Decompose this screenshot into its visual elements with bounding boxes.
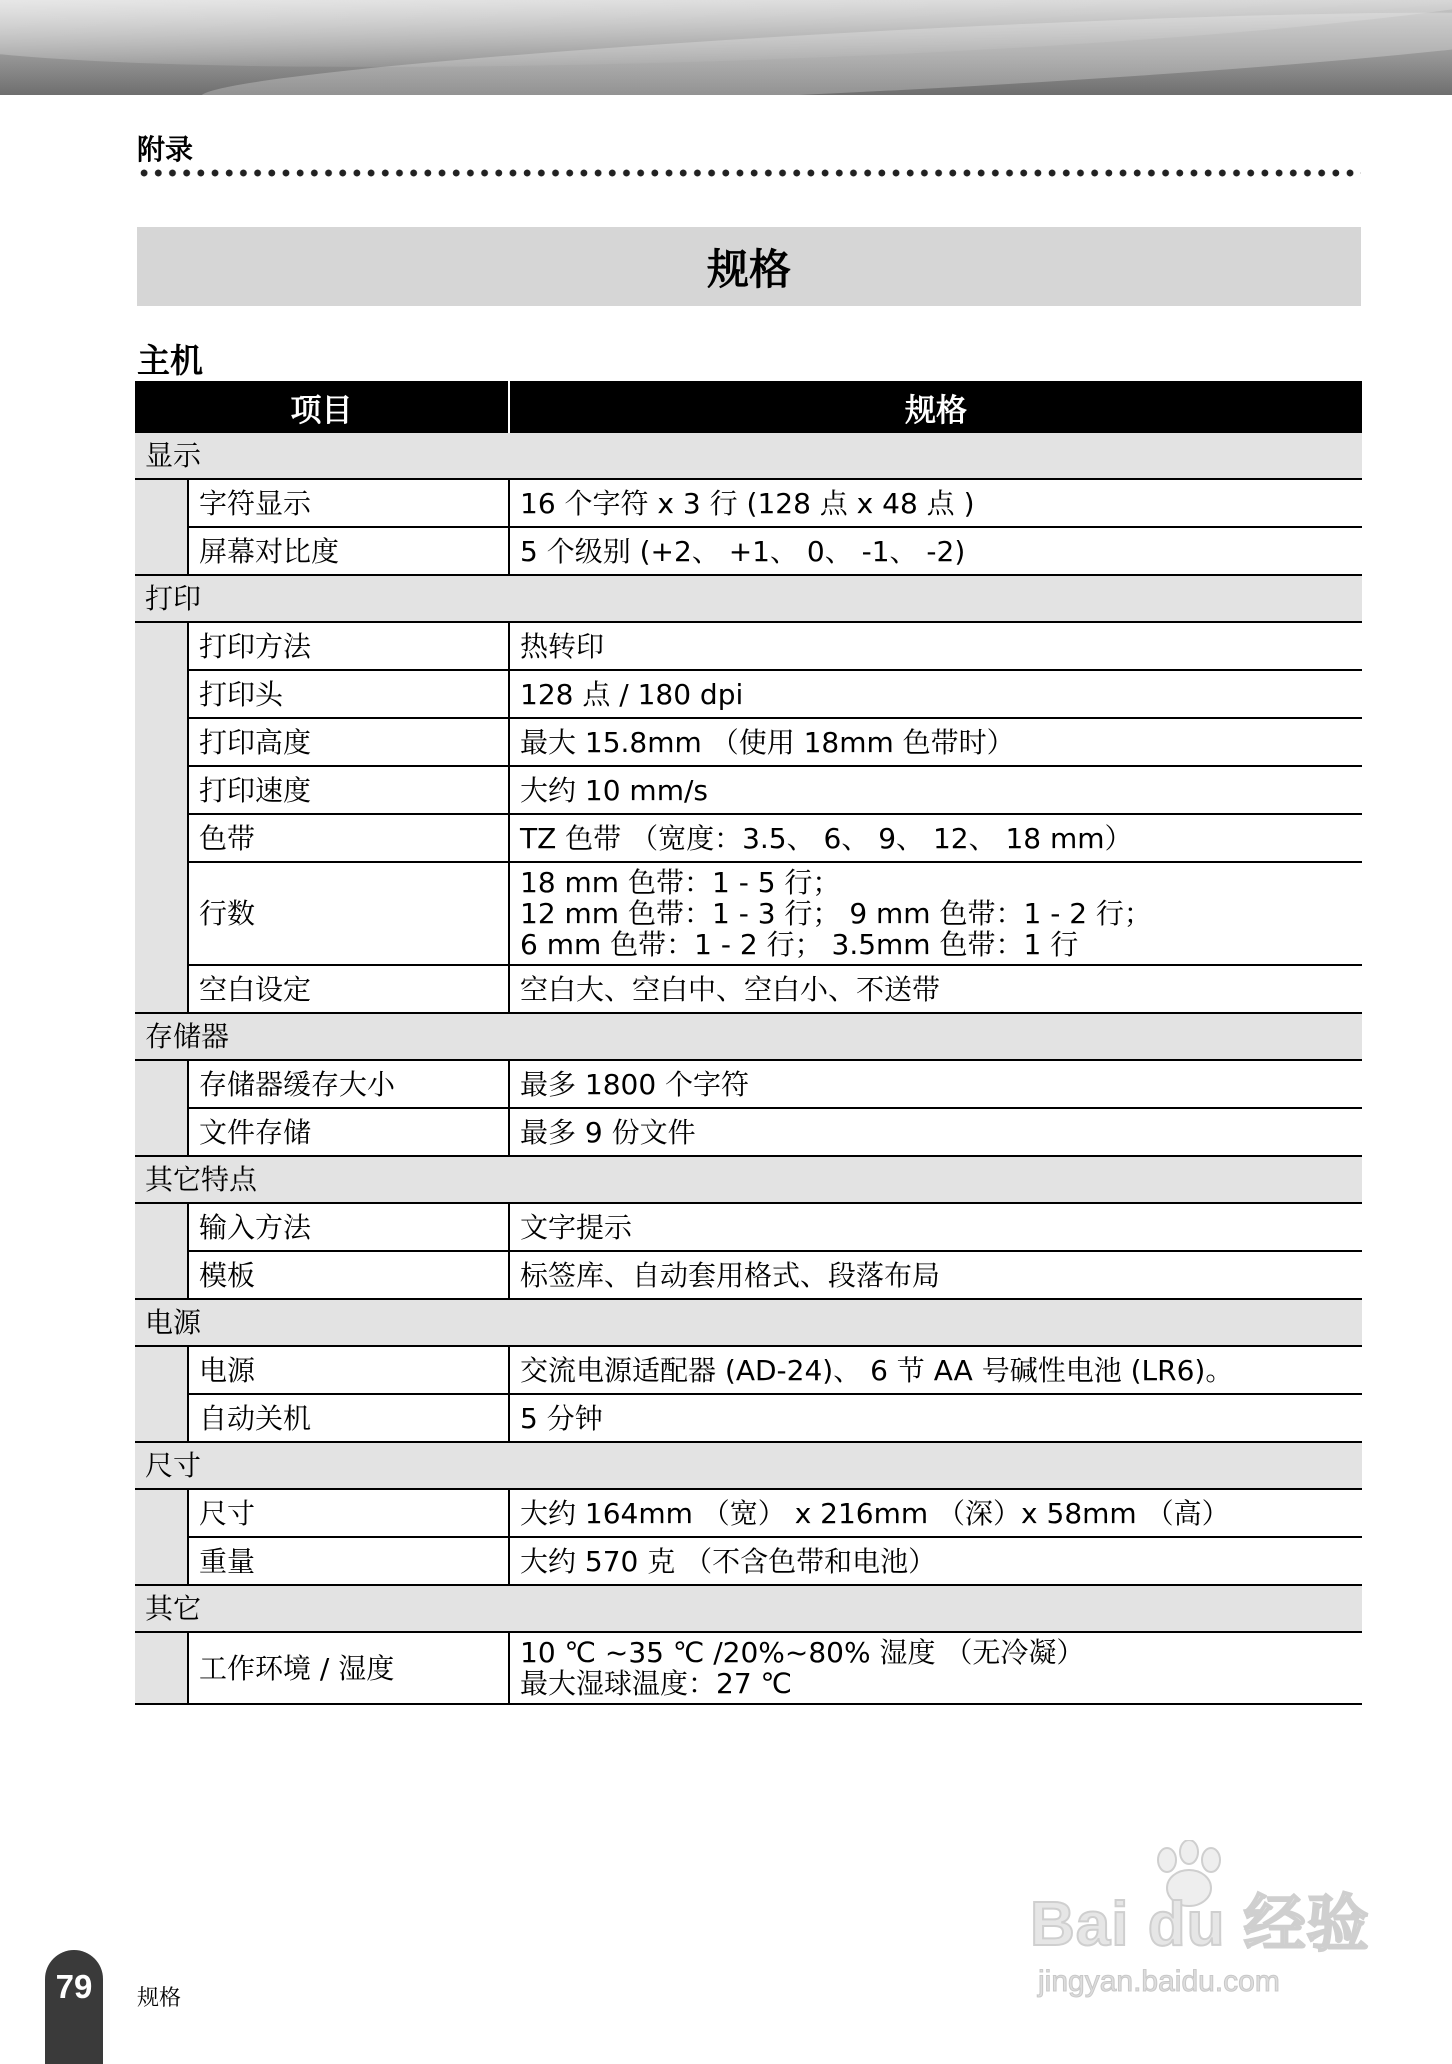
item-cell: 打印头 [188,670,509,718]
page-number: 79 [55,1968,93,2005]
table-row [135,1346,1362,1394]
item-cell: 重量 [188,1537,509,1585]
category-label: 其它特点 [135,1156,1362,1203]
item-cell: 工作环境 / 湿度 [188,1632,509,1704]
row-indent [135,622,188,670]
value-cell: 交流电源适配器 (AD-24)、 6 节 AA 号碱性电池 (LR6)。 [509,1346,1362,1394]
row-indent [135,1346,188,1394]
table-row [135,670,1362,718]
row-indent [135,1203,188,1251]
value-cell [509,862,1362,965]
row-indent [135,965,188,1013]
subsection-heading: 主机 [137,341,203,380]
spec-table [135,381,1362,1705]
item-cell: 尺寸 [188,1489,509,1537]
table-row [135,1394,1362,1442]
value-line: 12 mm 色带：1 - 3 行； 9 mm 色带：1 - 2 行； [520,897,1152,930]
value-cell: 5 个级别 (+2、 +1、 0、 -1、 -2) [509,527,1362,575]
title-bar [137,227,1361,306]
dotted-divider [137,168,1361,178]
table-row [135,1108,1362,1156]
category-row [135,1156,1362,1203]
value-cell: 热转印 [509,622,1362,670]
item-cell: 色带 [188,814,509,862]
table-row [135,1537,1362,1585]
spec-table-body [135,433,1362,1704]
header-item: 项目 [135,381,509,433]
category-row [135,1442,1362,1489]
value-cell: 5 分钟 [509,1394,1362,1442]
item-cell: 打印方法 [188,622,509,670]
category-label: 打印 [135,575,1362,622]
header-spec: 规格 [509,381,1362,433]
category-label: 显示 [135,433,1362,479]
row-indent [135,1489,188,1537]
value-cell: 最多 9 份文件 [509,1108,1362,1156]
watermark-url: jingyan.baidu.com [1038,1965,1280,1998]
row-indent [135,1060,188,1108]
value-cell: 空白大、空白中、空白小、不送带 [509,965,1362,1013]
item-cell: 输入方法 [188,1203,509,1251]
category-row [135,1585,1362,1632]
item-cell: 空白设定 [188,965,509,1013]
item-cell: 自动关机 [188,1394,509,1442]
item-cell: 字符显示 [188,479,509,527]
category-row [135,575,1362,622]
table-row [135,479,1362,527]
value-cell: 文字提示 [509,1203,1362,1251]
row-indent [135,814,188,862]
value-cell: 大约 10 mm/s [509,766,1362,814]
row-indent [135,670,188,718]
table-row [135,718,1362,766]
value-cell: 大约 570 克 （不含色带和电池） [509,1537,1362,1585]
value-cell: 标签库、自动套用格式、段落布局 [509,1251,1362,1299]
table-row [135,1251,1362,1299]
item-cell: 行数 [188,862,509,965]
category-label: 尺寸 [135,1442,1362,1489]
table-row [135,814,1362,862]
table-row [135,1489,1362,1537]
value-cell [509,1632,1362,1704]
row-indent [135,718,188,766]
value-cell: 大约 164mm （宽） x 216mm （深）x 58mm （高） [509,1489,1362,1537]
footer-label: 规格 [137,1986,182,2011]
item-cell: 存储器缓存大小 [188,1060,509,1108]
item-cell: 打印速度 [188,766,509,814]
table-row [135,1632,1362,1704]
watermark [1030,1840,1370,2010]
page-number-tab [45,1950,103,2064]
value-cell: TZ 色带 （宽度：3.5、 6、 9、 12、 18 mm） [509,814,1362,862]
item-cell: 打印高度 [188,718,509,766]
category-label: 其它 [135,1585,1362,1632]
row-indent [135,527,188,575]
row-indent [135,1251,188,1299]
section-label: 附录 [137,133,194,166]
table-row [135,862,1362,965]
category-label: 存储器 [135,1013,1362,1060]
table-row [135,1060,1362,1108]
category-row [135,433,1362,479]
value-line: 10 ℃ ~35 ℃ /20%~80% 湿度 （无冷凝） [520,1636,1085,1669]
watermark-brand: Bai du 经验 [1030,1890,1370,1959]
value-cell: 最大 15.8mm （使用 18mm 色带时） [509,718,1362,766]
row-indent [135,479,188,527]
value-line: 18 mm 色带：1 - 5 行； [520,866,841,899]
row-indent [135,1394,188,1442]
value-line: 最大湿球温度：27 ℃ [520,1667,792,1700]
row-indent [135,1537,188,1585]
page-title: 规格 [706,244,791,294]
table-row [135,527,1362,575]
table-row [135,965,1362,1013]
item-cell: 文件存储 [188,1108,509,1156]
category-label: 电源 [135,1299,1362,1346]
category-row [135,1299,1362,1346]
item-cell: 屏幕对比度 [188,527,509,575]
table-row [135,622,1362,670]
table-row [135,766,1362,814]
item-cell: 电源 [188,1346,509,1394]
row-indent [135,766,188,814]
top-decorative-band [0,0,1452,95]
row-indent [135,1108,188,1156]
row-indent [135,862,188,965]
value-cell: 最多 1800 个字符 [509,1060,1362,1108]
row-indent [135,1632,188,1704]
value-cell: 16 个字符 x 3 行 (128 点 x 48 点 ) [509,479,1362,527]
table-header-row [135,381,1362,433]
category-row [135,1013,1362,1060]
item-cell: 模板 [188,1251,509,1299]
value-line: 6 mm 色带：1 - 2 行； 3.5mm 色带：1 行 [520,928,1079,961]
value-cell: 128 点 / 180 dpi [509,670,1362,718]
table-row [135,1203,1362,1251]
